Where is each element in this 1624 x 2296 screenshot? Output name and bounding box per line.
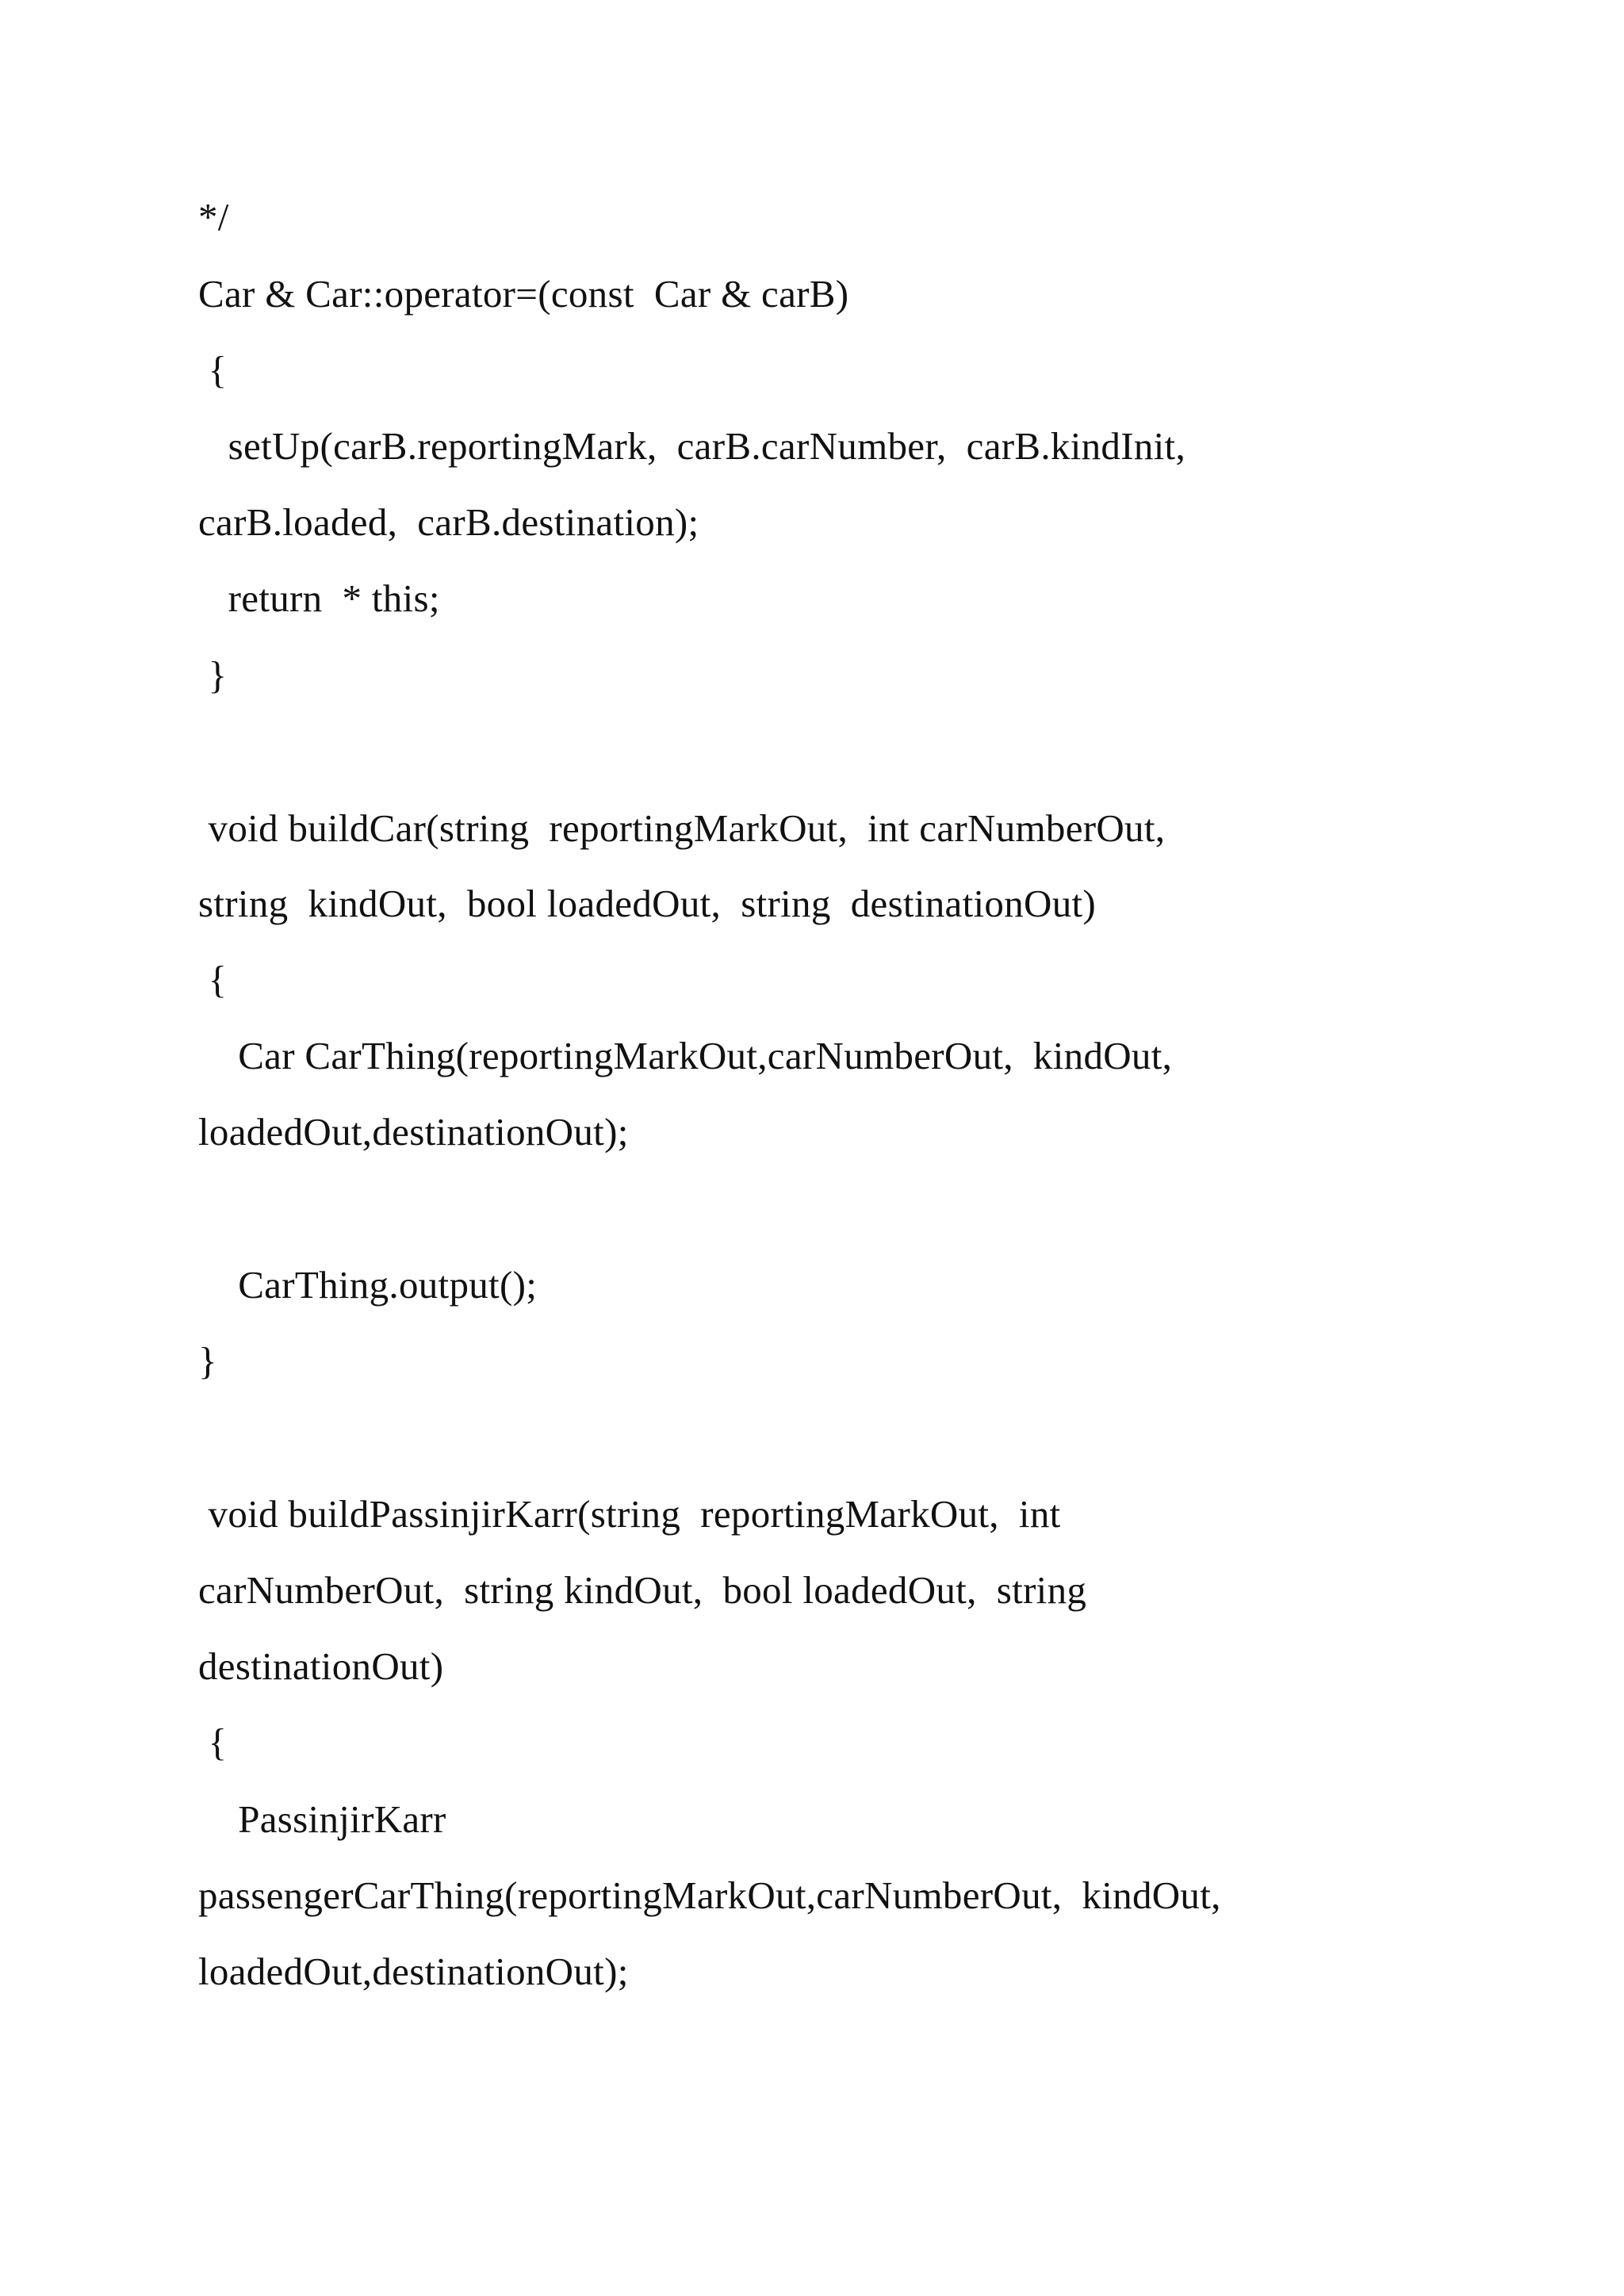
code-line: carNumberOut, string kindOut, bool loadedOut, string — [198, 1568, 1087, 1612]
code-line: { — [198, 1720, 228, 1764]
code-line: destinationOut) — [198, 1644, 444, 1688]
code-line: { — [198, 348, 228, 392]
code-line: PassinjirKarr — [198, 1797, 446, 1841]
code-line: } — [198, 653, 228, 697]
code-line: } — [198, 1339, 217, 1383]
code-line: */ — [198, 195, 229, 239]
code-line: return * this; — [198, 576, 440, 620]
code-line: passengerCarThing(reportingMarkOut,carNumberOut, kindOut, — [198, 1873, 1221, 1917]
code-line: string kindOut, bool loadedOut, string destinationOut) — [198, 882, 1097, 925]
code-line: setUp(carB.reportingMark, carB.carNumber, carB.kindInit, — [198, 424, 1185, 468]
code-line: void buildPassinjirKarr(string reportingMarkOut, int — [198, 1492, 1061, 1536]
code-line: loadedOut,destinationOut); — [198, 1950, 629, 1993]
code-line: loadedOut,destinationOut); — [198, 1110, 629, 1154]
code-line: Car & Car::operator=(const Car & carB) — [198, 272, 849, 316]
code-line: carB.loaded, carB.destination); — [198, 500, 699, 544]
code-line: void buildCar(string reportingMarkOut, int carNumberOut, — [198, 806, 1166, 850]
code-line: CarThing.output(); — [198, 1263, 538, 1307]
code-line: { — [198, 958, 228, 1001]
code-line: Car CarThing(reportingMarkOut,carNumberOut, kindOut, — [198, 1034, 1173, 1077]
